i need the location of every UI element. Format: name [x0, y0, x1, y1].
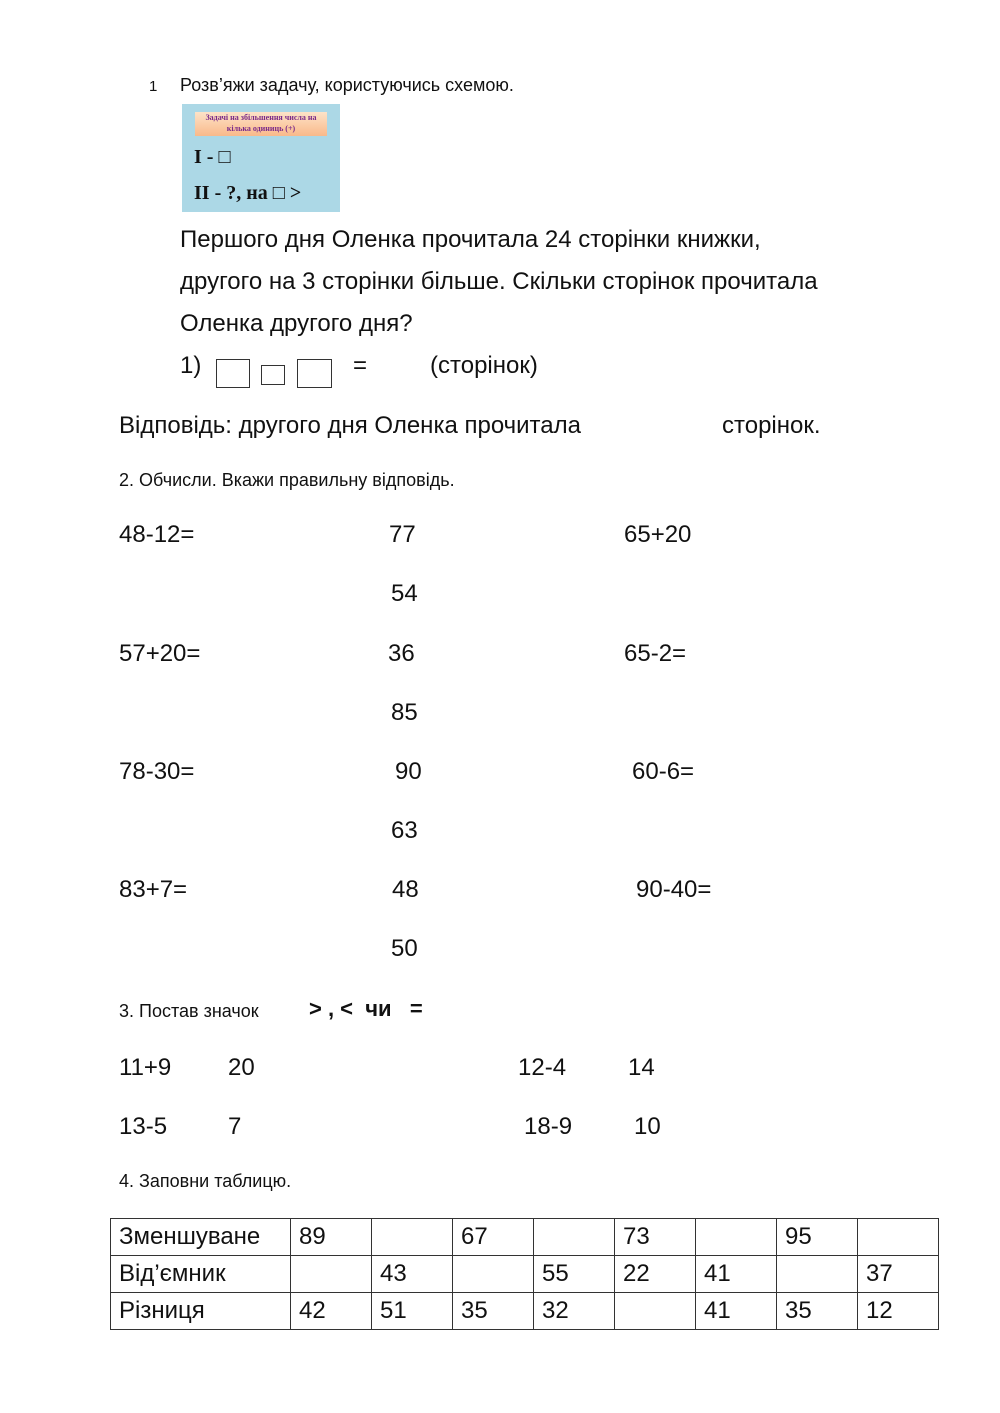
scheme-line-1: I - □: [194, 146, 231, 168]
table-cell: 67: [453, 1219, 534, 1256]
comparison-right: 14: [628, 1054, 655, 1081]
row-header: Зменшуване: [111, 1219, 291, 1256]
answer-option[interactable]: 50: [391, 935, 418, 962]
answer-option[interactable]: 36: [388, 640, 415, 667]
table-row: [111, 1293, 939, 1330]
table-row: [111, 1256, 939, 1293]
table-cell: 55: [534, 1256, 615, 1293]
expression: 65+20: [624, 521, 692, 548]
comparison-right: 20: [228, 1054, 255, 1081]
comparison-right: 10: [634, 1113, 661, 1140]
expression: 90-40=: [636, 876, 712, 903]
row-header: Різниця: [111, 1293, 291, 1330]
answer-option[interactable]: 90: [395, 758, 422, 785]
table-cell: 12: [858, 1293, 939, 1330]
task2-title: 2. Обчисли. Вкажи правильну відповідь.: [119, 470, 455, 490]
table-cell: 22: [615, 1256, 696, 1293]
answer-prefix: Відповідь: другого дня Оленка прочитала: [119, 412, 581, 439]
table-cell[interactable]: [372, 1219, 453, 1256]
table-cell[interactable]: [615, 1293, 696, 1330]
task-number: 1: [149, 78, 158, 95]
table-cell: 42: [291, 1293, 372, 1330]
table-cell: 89: [291, 1219, 372, 1256]
step-label: 1): [180, 352, 202, 379]
comparison-left: 11+9: [119, 1054, 172, 1081]
table-cell: 32: [534, 1293, 615, 1330]
table-cell[interactable]: [858, 1219, 939, 1256]
table-cell: 41: [696, 1256, 777, 1293]
comparison-left: 13-5: [119, 1113, 168, 1140]
expression: 57+20=: [119, 640, 201, 667]
scheme-header: Задачі на збільшення числа на кілька одиниць (+): [195, 112, 327, 136]
row-header: Від’ємник: [111, 1256, 291, 1293]
comparison-signs: > , < чи =: [309, 996, 423, 1021]
table-cell[interactable]: [291, 1256, 372, 1293]
unit-label: (сторінок): [430, 352, 538, 379]
expression: 65-2=: [624, 640, 687, 667]
scheme-image: [182, 104, 340, 212]
table-row: [111, 1219, 939, 1256]
scheme-line-2: II - ?, на □ >: [194, 182, 302, 204]
answer-box[interactable]: [216, 359, 250, 388]
comparison-left: 12-4: [518, 1054, 567, 1081]
task3-title: 3. Постав значок: [119, 1001, 259, 1021]
answer-option[interactable]: 77: [389, 521, 416, 548]
expression: 83+7=: [119, 876, 188, 903]
answer-option[interactable]: 63: [391, 817, 418, 844]
table-cell: 95: [777, 1219, 858, 1256]
subtraction-table: [110, 1218, 939, 1330]
expression: 78-30=: [119, 758, 195, 785]
comparison-right: 7: [228, 1113, 242, 1140]
table-cell: 51: [372, 1293, 453, 1330]
comparison-left: 18-9: [524, 1113, 573, 1140]
table-cell: 35: [777, 1293, 858, 1330]
table-cell: 37: [858, 1256, 939, 1293]
problem-line: другого на 3 сторінки більше. Скільки сторінок прочитала: [180, 268, 818, 295]
table-cell: 35: [453, 1293, 534, 1330]
answer-suffix: сторінок.: [722, 412, 821, 439]
table-cell: 43: [372, 1256, 453, 1293]
expression: 60-6=: [632, 758, 695, 785]
task1-title: Розв’яжи задачу, користуючись схемою.: [180, 75, 514, 95]
table-cell[interactable]: [453, 1256, 534, 1293]
equals-sign: =: [353, 352, 368, 379]
answer-box[interactable]: [297, 359, 332, 388]
table-cell[interactable]: [777, 1256, 858, 1293]
table-cell: 73: [615, 1219, 696, 1256]
expression: 48-12=: [119, 521, 195, 548]
table-cell[interactable]: [696, 1219, 777, 1256]
problem-line: Першого дня Оленка прочитала 24 сторінки книжки,: [180, 226, 761, 253]
answer-option[interactable]: 48: [392, 876, 419, 903]
problem-line: Оленка другого дня?: [180, 310, 413, 337]
table-cell[interactable]: [534, 1219, 615, 1256]
answer-option[interactable]: 54: [391, 580, 418, 607]
table-cell: 41: [696, 1293, 777, 1330]
task4-title: 4. Заповни таблицю.: [119, 1171, 292, 1191]
sign-box[interactable]: [261, 365, 285, 385]
answer-option[interactable]: 85: [391, 699, 418, 726]
